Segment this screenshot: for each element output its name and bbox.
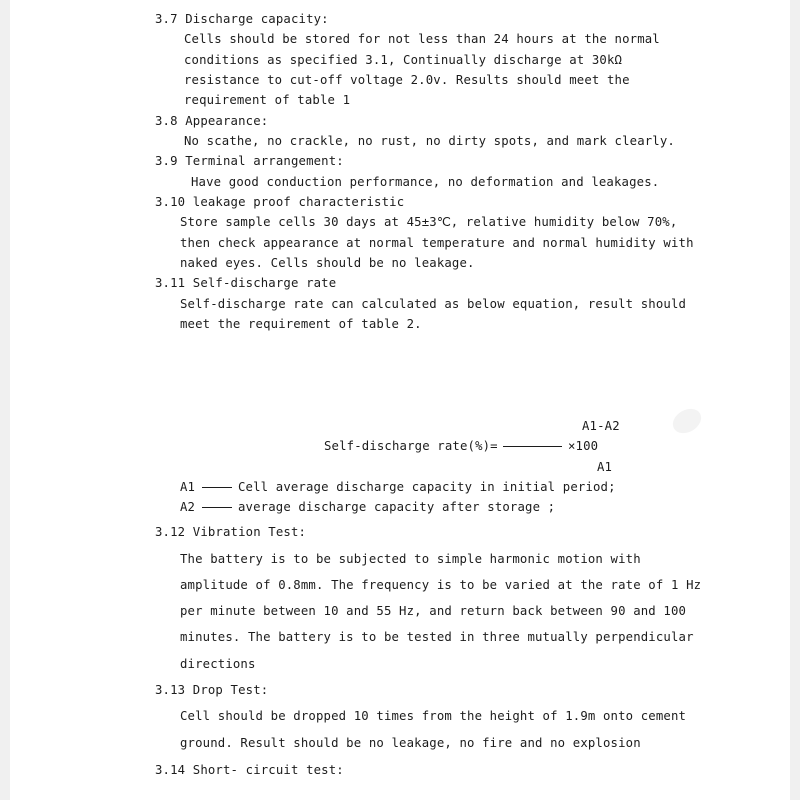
fraction-bar [503, 446, 562, 447]
section-3-13-line: ground. Result should be no leakage, no fire and no explosion [180, 736, 641, 750]
formula-label: Self-discharge rate(%)= [324, 439, 498, 453]
legend-symbol-a1: A1 [180, 480, 196, 494]
page-left-edge [0, 0, 10, 800]
page-right-edge [790, 0, 800, 800]
formula-multiplier: ×100 [568, 439, 599, 453]
section-3-13-line: Cell should be dropped 10 times from the height of 1.9m onto cement [180, 709, 687, 723]
section-3-12-line: directions [180, 657, 256, 671]
section-3-11-line: meet the requirement of table 2. [180, 317, 422, 331]
section-3-12-line: minutes. The battery is to be tested in three mutually perpendicular [180, 630, 694, 644]
section-heading-3-9: 3.9 Terminal arrangement: [155, 154, 344, 168]
legend-symbol-a2: A2 [180, 500, 196, 514]
section-3-11-line: Self-discharge rate can calculated as below equation, result should [180, 297, 687, 311]
section-3-12-line: per minute between 10 and 55 Hz, and return back between 90 and 100 [180, 604, 687, 618]
section-heading-3-11: 3.11 Self-discharge rate [155, 276, 337, 290]
section-heading-3-8: 3.8 Appearance: [155, 114, 269, 128]
section-3-10-line: naked eyes. Cells should be no leakage. [180, 256, 475, 270]
legend-dash [202, 507, 232, 508]
section-heading-3-14: 3.14 Short- circuit test: [155, 763, 344, 777]
section-heading-3-13: 3.13 Drop Test: [155, 683, 269, 697]
section-3-10-line: then check appearance at normal temperature and normal humidity with [180, 236, 694, 250]
section-heading-3-7: 3.7 Discharge capacity: [155, 12, 329, 26]
section-3-7-line: conditions as specified 3.1, Continually discharge at 30kΩ [184, 53, 623, 67]
section-3-8-line: No scathe, no crackle, no rust, no dirty spots, and mark clearly. [184, 134, 675, 148]
formula-denominator: A1 [597, 460, 613, 474]
scan-smudge [669, 404, 706, 438]
section-3-10-line: Store sample cells 30 days at 45±3℃, relative humidity below 70%, [180, 215, 678, 229]
section-heading-3-10: 3.10 leakage proof characteristic [155, 195, 405, 209]
section-3-7-line: requirement of table 1 [184, 93, 351, 107]
section-3-7-line: Cells should be stored for not less than 24 hours at the normal [184, 32, 660, 46]
legend-dash [202, 487, 232, 488]
section-3-7-line: resistance to cut-off voltage 2.0v. Results should meet the [184, 73, 630, 87]
legend-text-a1: Cell average discharge capacity in initial period; [238, 480, 616, 494]
legend-text-a2: average discharge capacity after storage ; [238, 500, 556, 514]
section-3-9-line: Have good conduction performance, no deformation and leakages. [191, 175, 660, 189]
formula-numerator: A1-A2 [582, 419, 620, 433]
section-3-12-line: The battery is to be subjected to simple harmonic motion with [180, 552, 641, 566]
section-heading-3-12: 3.12 Vibration Test: [155, 525, 307, 539]
section-3-12-line: amplitude of 0.8mm. The frequency is to be varied at the rate of 1 Hz [180, 578, 702, 592]
